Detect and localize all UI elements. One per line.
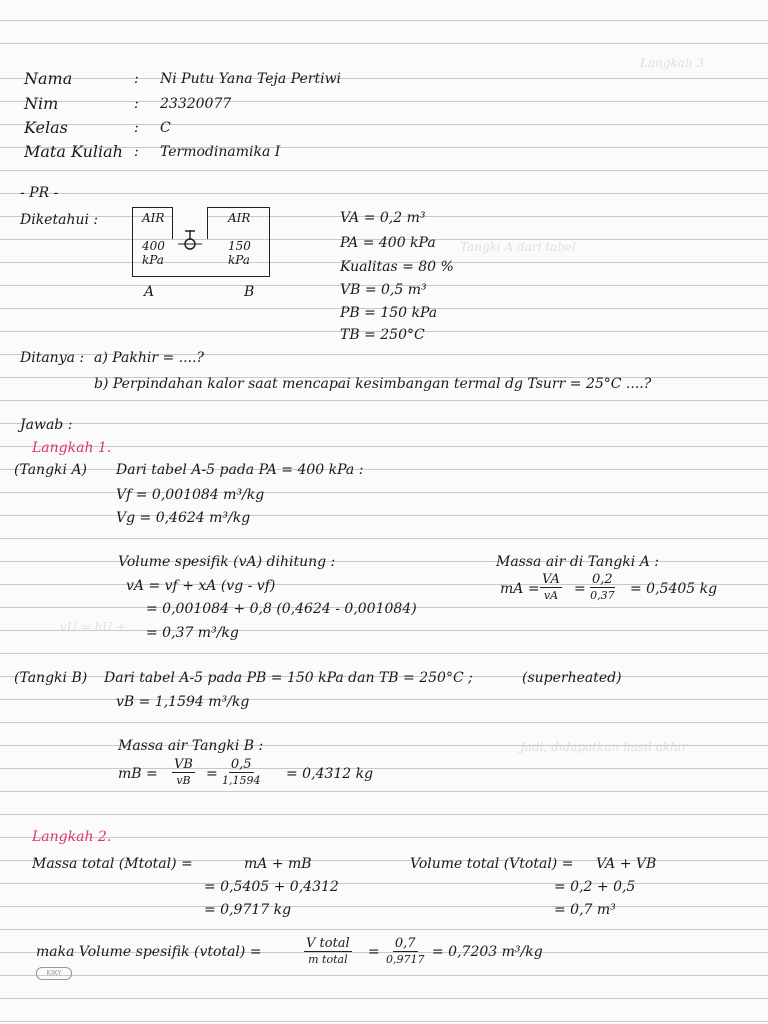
vs-numerator-value: 0,7 bbox=[394, 936, 416, 951]
given-tb: TB = 250°C bbox=[340, 327, 425, 343]
mata-kuliah-value: Termodinamika I bbox=[160, 144, 281, 160]
colon: : bbox=[134, 71, 139, 87]
mata-kuliah-label: Mata Kuliah bbox=[24, 142, 123, 161]
vs-fraction bbox=[304, 936, 352, 967]
tangki-b-label: (Tangki B) bbox=[14, 670, 88, 686]
superheated-note: (superheated) bbox=[522, 670, 622, 686]
ditanya-label: Ditanya : bbox=[20, 350, 85, 366]
kelas-label: Kelas bbox=[24, 118, 68, 137]
langkah-1-title: Langkah 1. bbox=[32, 440, 112, 456]
nama-value: Ni Putu Yana Teja Pertiwi bbox=[160, 71, 342, 87]
volume-total-eq2: = 0,2 + 0,5 bbox=[554, 879, 636, 895]
tank-a-name: A bbox=[144, 284, 155, 300]
bleed-text: Jadi, didapatkan hasil akhir bbox=[520, 740, 688, 754]
tabel-a-text: Dari tabel A-5 pada PA = 400 kPa : bbox=[116, 462, 364, 478]
tank-b-unit: kPa bbox=[228, 253, 250, 267]
langkah-2-title: Langkah 2. bbox=[32, 829, 112, 845]
massa-total-result: = 0,9717 kg bbox=[204, 902, 292, 918]
colon: : bbox=[134, 144, 139, 160]
mb-label: mB = bbox=[118, 766, 158, 782]
massa-total-label: Massa total (Mtotal) = bbox=[32, 856, 193, 872]
volume-total-result: = 0,7 m³ bbox=[554, 902, 616, 918]
valve-icon bbox=[178, 230, 202, 252]
vb-value: vB = 1,1594 m³/kg bbox=[116, 694, 250, 710]
tank-b-name: B bbox=[244, 284, 255, 300]
vs-fraction-values bbox=[386, 936, 425, 967]
given-pa: PA = 400 kPa bbox=[340, 235, 436, 251]
massa-b-title: Massa air Tangki B : bbox=[118, 738, 264, 754]
vs-numerator: V total bbox=[306, 936, 350, 951]
tank-a-top: AIR bbox=[142, 211, 165, 225]
mb-denominator: vB bbox=[176, 774, 191, 787]
colon: : bbox=[134, 96, 139, 112]
tank-a-unit: kPa bbox=[142, 253, 164, 267]
nim-label: Nim bbox=[24, 94, 59, 113]
vs-denominator-value: 0,9717 bbox=[386, 953, 425, 966]
bleed-text: Langkah 3 bbox=[640, 56, 705, 70]
mb-numerator-value: 0,5 bbox=[230, 757, 252, 772]
vs-denominator: m total bbox=[308, 953, 348, 966]
volume-total-label: Volume total (Vtotal) = bbox=[410, 856, 574, 872]
mb-denominator-value: 1,1594 bbox=[222, 774, 261, 787]
given-kualitas: Kualitas = 80 % bbox=[340, 259, 454, 275]
diketahui-label: Diketahui : bbox=[20, 212, 99, 228]
volume-total-eq1: VA + VB bbox=[596, 856, 657, 872]
pr-heading: - PR - bbox=[20, 185, 59, 201]
va-substitution: = 0,001084 + 0,8 (0,4624 - 0,001084) bbox=[146, 601, 417, 617]
vf-value: Vf = 0,001084 m³/kg bbox=[116, 487, 265, 503]
bleed-text: Tangki A dari tabel bbox=[460, 240, 576, 254]
tabel-b-text: Dari tabel A-5 pada PB = 150 kPa dan TB = 250°C ; bbox=[104, 670, 473, 686]
ma-numerator-value: 0,2 bbox=[592, 572, 613, 587]
bleed-text: vU = hU + ... bbox=[60, 620, 142, 634]
volume-spesifik-total-label: maka Volume spesifik (vtotal) = bbox=[36, 944, 262, 960]
nim-value: 23320077 bbox=[160, 96, 232, 112]
mb-numerator: VB bbox=[174, 757, 193, 772]
va-result: = 0,37 m³/kg bbox=[146, 625, 239, 641]
kelas-value: C bbox=[160, 120, 171, 136]
mb-fraction bbox=[172, 757, 195, 788]
tangki-a-label: (Tangki A) bbox=[14, 462, 88, 478]
ma-denominator: vA bbox=[543, 589, 559, 602]
vg-value: Vg = 0,4624 m³/kg bbox=[116, 510, 251, 526]
tank-b-pressure: 150 bbox=[228, 239, 251, 253]
kiky-logo: KIKY bbox=[36, 967, 72, 980]
given-vb: VB = 0,5 m³ bbox=[340, 282, 427, 298]
jawab-label: Jawab : bbox=[20, 417, 73, 433]
ma-fraction-values bbox=[590, 572, 615, 603]
vs-result: = 0,7203 m³/kg bbox=[432, 944, 543, 960]
ma-result: = 0,5405 kg bbox=[630, 581, 718, 597]
ditanya-a: a) Pakhir = ....? bbox=[94, 350, 205, 366]
va-equation: vA = vf + xA (vg - vf) bbox=[126, 578, 276, 594]
mb-result: = 0,4312 kg bbox=[286, 766, 374, 782]
tank-b-top: AIR bbox=[228, 211, 251, 225]
ma-denominator-value: 0,37 bbox=[590, 589, 615, 602]
massa-a-title: Massa air di Tangki A : bbox=[496, 554, 659, 570]
mb-equals: = bbox=[206, 766, 218, 782]
ma-fraction bbox=[540, 572, 562, 603]
ma-equals: = bbox=[574, 581, 586, 597]
ma-label: mA = bbox=[500, 581, 540, 597]
massa-total-eq2: = 0,5405 + 0,4312 bbox=[204, 879, 339, 895]
colon: : bbox=[134, 120, 139, 136]
vs-equals: = bbox=[368, 944, 380, 960]
ma-numerator: VA bbox=[542, 572, 560, 587]
tank-a-pressure: 400 bbox=[142, 239, 165, 253]
massa-total-eq1: mA + mB bbox=[244, 856, 312, 872]
ditanya-b: b) Perpindahan kalor saat mencapai kesimbangan termal dg Tsurr = 25°C ....? bbox=[94, 376, 652, 392]
given-va: VA = 0,2 m³ bbox=[340, 210, 426, 226]
volume-spesifik-title: Volume spesifik (vA) dihitung : bbox=[118, 554, 336, 570]
nama-label: Nama bbox=[24, 69, 73, 88]
mb-fraction-values bbox=[222, 757, 261, 788]
given-pb: PB = 150 kPa bbox=[340, 305, 438, 321]
